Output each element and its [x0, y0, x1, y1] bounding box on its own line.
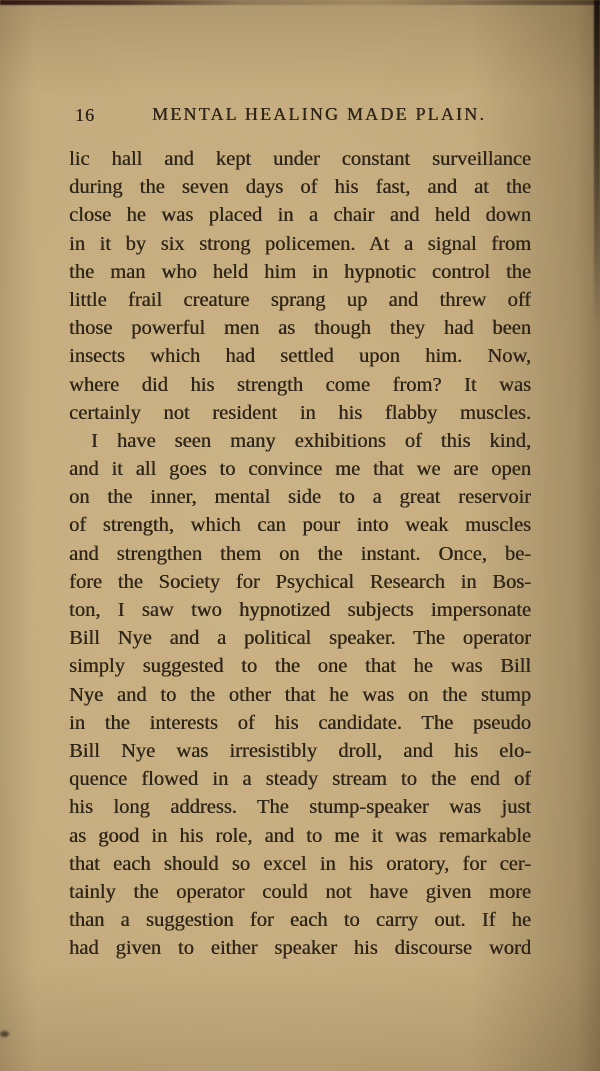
text-line: those powerful men as though they had been [69, 317, 531, 340]
text-line: during the seven days of his fast, and at the [69, 176, 531, 199]
scan-edge-top [0, 0, 600, 5]
page-number: 16 [75, 105, 95, 125]
text-line: little frail creature sprang up and threw off [69, 288, 531, 311]
text-line: fore the Society for Psychical Research in Bos- [69, 570, 531, 593]
text-line: and it all goes to convince me that we are open [69, 458, 531, 481]
text-line: quence flowed in a steady stream to the end of [69, 768, 531, 791]
text-line: and strengthen them on the instant. Once, be- [69, 542, 531, 565]
text-line: in it by six strong policemen. At a signal from [69, 232, 531, 255]
paragraph-1 [69, 145, 531, 427]
text-line: simply suggested to the one that he was Bill [69, 655, 531, 678]
text-line: that each should so excel in his oratory, for cer- [69, 852, 531, 875]
text-line: the man who held him in hypnotic control the [69, 260, 531, 283]
text-line: had given to either speaker his discourse word [69, 937, 531, 960]
text-line: tainly the operator could not have given more [69, 880, 531, 903]
running-header-title: MENTAL HEALING MADE PLAIN. [151, 104, 487, 124]
scan-edge-right [594, 0, 600, 330]
text-line: insects which had settled upon him. Now, [69, 345, 531, 368]
text-line: in the interests of his candidate. The pseudo [69, 711, 531, 734]
scan-blemish [0, 1031, 9, 1037]
text-line: ton, I saw two hypnotized subjects impersonate [69, 599, 531, 621]
text-line: lic hall and kept under constant surveillance [69, 148, 531, 170]
text-line: as good in his role, and to me it was remarkable [69, 824, 531, 847]
text-line: I have seen many exhibitions of this kind, [91, 429, 531, 452]
text-line: than a suggestion for each to carry out. If he [69, 909, 531, 932]
text-line: Bill Nye and a political speaker. The operator [69, 627, 531, 650]
text-line: Nye and to the other that he was on the stump [69, 683, 531, 706]
text-line: his long address. The stump-speaker was just [69, 796, 531, 819]
paragraph-2 [69, 427, 531, 963]
text-line: where did his strength come from? It was [69, 373, 531, 396]
text-line: on the inner, mental side to a great reservoir [69, 486, 531, 509]
text-line: of strength, which can pour into weak muscles [69, 514, 531, 537]
text-line: Bill Nye was irresistibly droll, and his elo- [69, 739, 531, 762]
text-line: certainly not resident in his flabby muscles. [69, 401, 531, 424]
text-line: close he was placed in a chair and held down [69, 204, 531, 227]
body-text [69, 145, 531, 962]
running-header [69, 104, 531, 128]
